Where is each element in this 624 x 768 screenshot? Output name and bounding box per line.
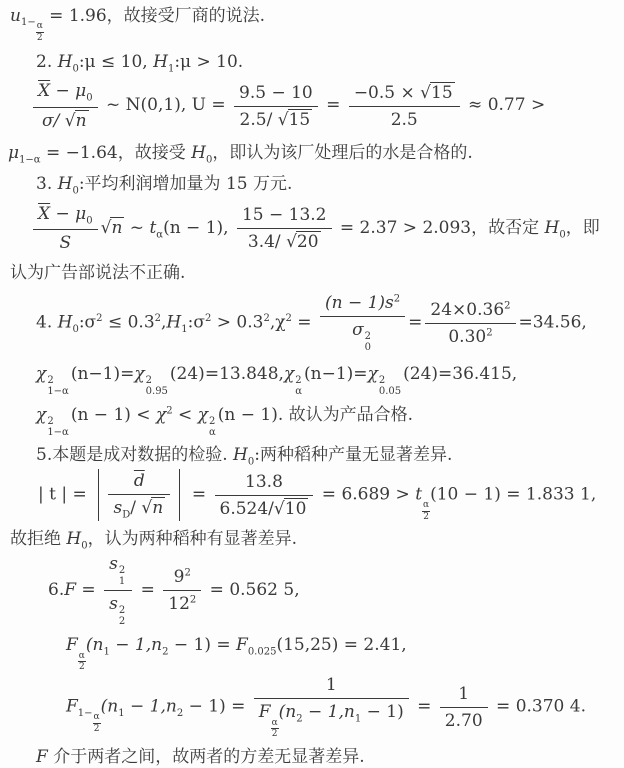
superscript: 2 [184,567,191,579]
superscript: 2 [166,405,173,417]
sqrt-symbol: √ [141,497,152,518]
small-fraction [36,21,44,43]
math-text: = [135,580,161,601]
math-var: χ [36,405,47,426]
math-text: = −1.64，故接受 [40,142,192,163]
math-text: 2 [118,565,126,577]
math-text: 0.95 [145,386,168,398]
sqrt-symbol: √ [100,217,111,238]
math-var: $\overline{X}$ [38,203,51,224]
fraction [349,82,460,131]
math-text: (n [85,635,104,656]
problem6-lower-critical-line [66,674,618,740]
subscript [20,17,44,43]
math-var: χ [283,364,295,385]
math-var: H [544,217,560,238]
math-text: 1−α [47,427,69,439]
math-text: (24)=36.415, [403,364,518,385]
math-text: = 6.689 > [316,484,416,505]
fraction-numerator: 15 − 13.2 [237,204,332,229]
math-text: = 2.37 > 2.093，故否定 [334,217,545,238]
superscript: 2 [154,312,162,324]
math-var: σ [352,320,364,341]
fraction-numerator [104,553,132,591]
math-text: :两种稻种产量无显著差异. [254,445,453,466]
math-var: t [149,217,157,238]
subscript: 1 [103,646,110,658]
fraction [237,204,332,253]
radicand: n [75,110,87,131]
math-text: (n−1)= [70,364,135,385]
math-var: s [113,497,123,518]
fraction-denominator: 2.70 [444,711,483,732]
fraction [104,553,132,628]
math-var: s [109,554,118,575]
radicand: 15 [288,109,311,130]
u-quantile-conclusion-line [10,5,618,43]
subscript: 0 [86,215,93,227]
math-text: :σ [187,312,205,333]
math-text: ，即认为该厂处理后的水是合格的. [212,142,473,163]
subscript: 0 [81,540,88,552]
fraction-numerator: 1 [440,683,488,708]
sqrt-expression [278,109,312,130]
math-text: , [161,312,167,333]
fraction-numerator [33,80,98,107]
problem4-critical-values-line [36,363,618,397]
problem4-chi-square-statistic-line [36,292,618,354]
math-text: 2 [47,416,54,428]
math-text: − 1) = [168,635,237,656]
radicand: 20 [296,231,319,252]
subscript: 2 [296,713,303,725]
sqrt-symbol: √ [273,498,284,519]
fraction [108,470,170,521]
math-text: ，即 [565,217,600,238]
math-text: 认为广告部说法不正确. [10,263,186,284]
subscript: 0 [72,323,79,335]
math-text: 2 [36,32,43,43]
fraction [254,674,409,740]
fraction-numerator: 9.5 − 10 [234,82,318,107]
math-var: H [66,529,82,549]
math-text: 2. [36,52,58,73]
math-text: (n [100,697,119,718]
sup-sub-stack [379,375,401,397]
sup-sub-stack [119,565,125,587]
problem3-t-statistic-line [30,203,618,254]
subscript: 0.025 [247,646,277,658]
math-text: 2 [118,616,126,628]
math-text: 2 [378,375,386,387]
superscript: 2 [504,299,511,311]
small-fraction [271,718,279,740]
fraction-denominator [320,317,405,354]
small-fraction [422,500,430,522]
math-text: = [291,312,317,333]
math-var: H [191,142,206,163]
fraction-denominator [254,699,409,740]
math-text: 9 [173,567,185,588]
fraction-denominator: S [59,233,72,254]
superscript: 2 [189,594,197,606]
math-text: 5.本题是成对数据的检验. [36,445,234,466]
problem2-conclusion-line [8,142,618,165]
math-text: 2 [271,729,278,740]
math-text: :μ > 10. [174,52,244,73]
fraction [163,566,201,615]
sqrt-expression [420,82,454,103]
math-text: ~ N(0,1), U = [100,95,232,116]
abs-bar [179,469,180,521]
math-text: ，认为两种稻种有显著差异. [87,529,298,549]
math-text: 0 [364,342,372,354]
math-text: | t | = [38,484,93,505]
math-var: t [415,484,423,505]
math-text: −0.5 × [353,82,421,103]
math-text: α [93,712,100,723]
math-var: χ [155,405,167,426]
abs-bar [98,469,99,521]
math-var: $\overline{d}$ [133,470,145,491]
math-var: $\overline{X}$ [38,81,51,102]
fraction-numerator: 13.8 [215,471,314,496]
math-text: 6.524/ [219,498,274,519]
problem3-hypothesis-line [36,173,618,196]
math-var: H [233,445,248,466]
math-var: μ [8,142,20,163]
subscript: 0 [205,154,213,166]
fraction-denominator [104,591,132,628]
sup-sub-stack [47,416,69,438]
radicand: 15 [431,82,453,103]
math-text: α [36,21,43,32]
math-text: 1 [118,576,126,588]
math-text: (n − 1) < [70,405,156,426]
fraction-denominator [237,229,332,253]
superscript: 2 [393,293,401,305]
superscript: 2 [96,312,103,324]
sup-sub-stack [209,416,216,438]
math-text: = 0.370 4. [490,697,586,718]
sqrt-expression [274,498,308,519]
problem5-hypothesis-line [36,444,618,467]
fraction [234,82,318,131]
math-text: 12 [168,594,190,615]
math-text: ,χ [269,312,286,333]
subscript: 0 [86,92,93,104]
subscript: 0 [247,456,255,468]
math-text: 6. [48,580,65,601]
math-text: = [320,95,346,116]
fraction-numerator [320,292,405,317]
math-text: < [172,405,198,426]
math-var: F [64,580,77,601]
math-text: − 1,n [302,702,355,723]
math-var: F [66,635,78,656]
math-text: 2 [295,375,302,387]
problem6-f-statistic-line [48,553,618,628]
subscript: α [156,229,164,241]
problem2-u-statistic-line [30,80,618,131]
math-text: = [408,312,423,333]
math-var: H [153,52,168,73]
fraction [320,292,405,354]
fraction-denominator [163,591,201,615]
sup-sub-stack [295,375,302,397]
sup-sub-stack [365,331,371,353]
subscript: 0 [72,63,79,75]
math-text: − μ [50,81,87,102]
math-var: H [57,312,73,333]
subscript: 1 [354,713,362,725]
math-var: χ [197,405,209,426]
math-var: H [57,174,73,195]
math-var: F [236,635,248,656]
math-text: σ/ [42,110,65,131]
math-text: − 1,n [124,697,177,718]
fraction-numerator [425,299,515,324]
small-fraction [93,712,101,734]
math-var: u [10,6,21,26]
fraction-denominator [108,495,170,521]
math-text: = [411,697,437,718]
math-text: 1− [77,708,93,720]
math-var: F [36,746,48,767]
math-text: 0.30 [448,326,487,347]
problem4-conclusion-line [36,404,618,438]
sqrt-symbol: √ [64,110,75,131]
sup-sub-stack [119,605,125,627]
math-text: (n [278,702,297,723]
math-text: − 1) = [183,697,251,718]
math-text: 故拒绝 [10,529,67,549]
math-text: α [78,650,85,661]
math-text: 2 [423,511,429,522]
math-text: − 1) [361,702,404,723]
sqrt-expression [286,231,320,252]
fraction-denominator [425,324,515,348]
sqrt-expression [65,110,89,131]
superscript: 2 [204,312,212,324]
math-var: s [109,594,118,615]
math-text: = 0.562 5, [204,580,300,601]
subscript [77,708,101,734]
math-var: H [166,312,182,333]
subscript [78,647,86,673]
sqrt-expression [141,497,165,518]
math-text: (24)=13.848, [169,364,284,385]
superscript: 2 [486,326,493,338]
subscript: 0 [559,229,566,241]
subscript [422,496,430,522]
sqrt-symbol: √ [277,109,288,130]
math-text: = 1.96，故接受厂商的说法. [43,6,266,26]
math-text: 3. [36,174,58,195]
math-var: χ [134,364,145,385]
math-text: 2 [209,416,216,428]
fraction [425,299,515,348]
math-text: 1−α [47,386,69,398]
fraction-denominator: 2.5 [390,109,418,130]
fraction-numerator: 1 [254,674,409,699]
subscript: 1 [181,323,188,335]
sup-sub-stack [146,375,168,397]
math-var: H [57,52,73,73]
math-text: 2.5/ [239,109,278,130]
math-text: 介于两者之间，故两者的方差无显著差异. [47,746,365,767]
fraction-denominator [33,108,98,132]
subscript: 2 [162,646,169,658]
math-text: (n − 1), [163,217,234,238]
fraction [33,203,98,254]
math-text: ≈ 0.77 > [462,95,546,116]
problem5-t-statistic-line [38,469,618,522]
sqrt-symbol: √ [420,82,430,103]
math-text: / [130,497,142,518]
math-text: > 0.3 [211,312,264,333]
math-text: 24×0.36 [430,299,505,320]
math-text: (n − 1)s [324,293,394,314]
math-text: = [76,580,102,601]
math-text: 1− [20,17,36,29]
radicand: 10 [284,498,307,519]
subscript [271,714,279,740]
math-text: (10 − 1) = 1.833 1, [430,484,597,505]
math-text: α [209,427,216,439]
math-var: F [258,702,271,723]
math-var: F [66,697,78,718]
sup-sub-stack [47,375,69,397]
math-text: 3.4/ [247,231,287,252]
sqrt-symbol: √ [286,231,296,252]
math-text: =34.56, [518,312,587,333]
subscript: 1 [118,708,125,720]
math-text: 2 [93,723,100,734]
problem5-conclusion-line [10,528,618,551]
subscript: 1 [167,63,175,75]
subscript: D [122,509,131,521]
subscript: 0 [72,185,79,197]
problem3-conclusion-line [10,262,618,284]
fraction-numerator [108,470,170,495]
fraction [440,683,488,732]
radicand: n [152,497,164,518]
math-text: = [186,484,212,505]
sqrt-expression [101,217,125,238]
subscript: 1−α [19,154,41,166]
math-text: α [423,500,430,511]
math-text: (n − 1). 故认为产品合格. [217,405,414,426]
fraction-numerator [349,82,460,107]
math-text: 2 [47,375,54,387]
fraction-numerator [33,203,98,230]
problem6-upper-critical-line [66,634,618,672]
fraction [215,471,314,520]
math-text: ~ [124,217,150,238]
fraction-numerator [163,566,201,591]
math-text: 4. [36,312,58,333]
subscript: 2 [176,708,184,720]
math-text: 2 [145,375,153,387]
problem6-conclusion-line [36,746,618,768]
problem2-hypotheses-line [36,51,618,74]
fraction-denominator [234,107,318,131]
math-text: (15,25) = 2.41, [276,635,407,656]
math-text: 0.05 [378,386,402,398]
radicand: n [111,217,123,238]
math-text: :σ [78,312,97,333]
math-text: 2 [118,605,126,617]
math-text: 2 [78,662,85,673]
math-text: ≤ 0.3 [102,312,155,333]
math-text: :μ ≤ 10, [78,52,154,73]
math-text: − 1,n [109,635,163,656]
math-text: α [295,386,303,398]
math-text: :平均利润增加量为 15 万元. [78,174,293,195]
math-text: (n−1)= [304,364,368,385]
math-text: − μ [50,203,87,224]
math-text: α [271,717,278,728]
superscript: 2 [263,312,270,324]
superscript: 2 [285,312,292,324]
fraction [33,80,98,131]
math-var: χ [367,364,378,385]
math-text: 2 [364,331,372,343]
math-var: χ [36,364,47,385]
fraction-denominator [215,496,314,520]
